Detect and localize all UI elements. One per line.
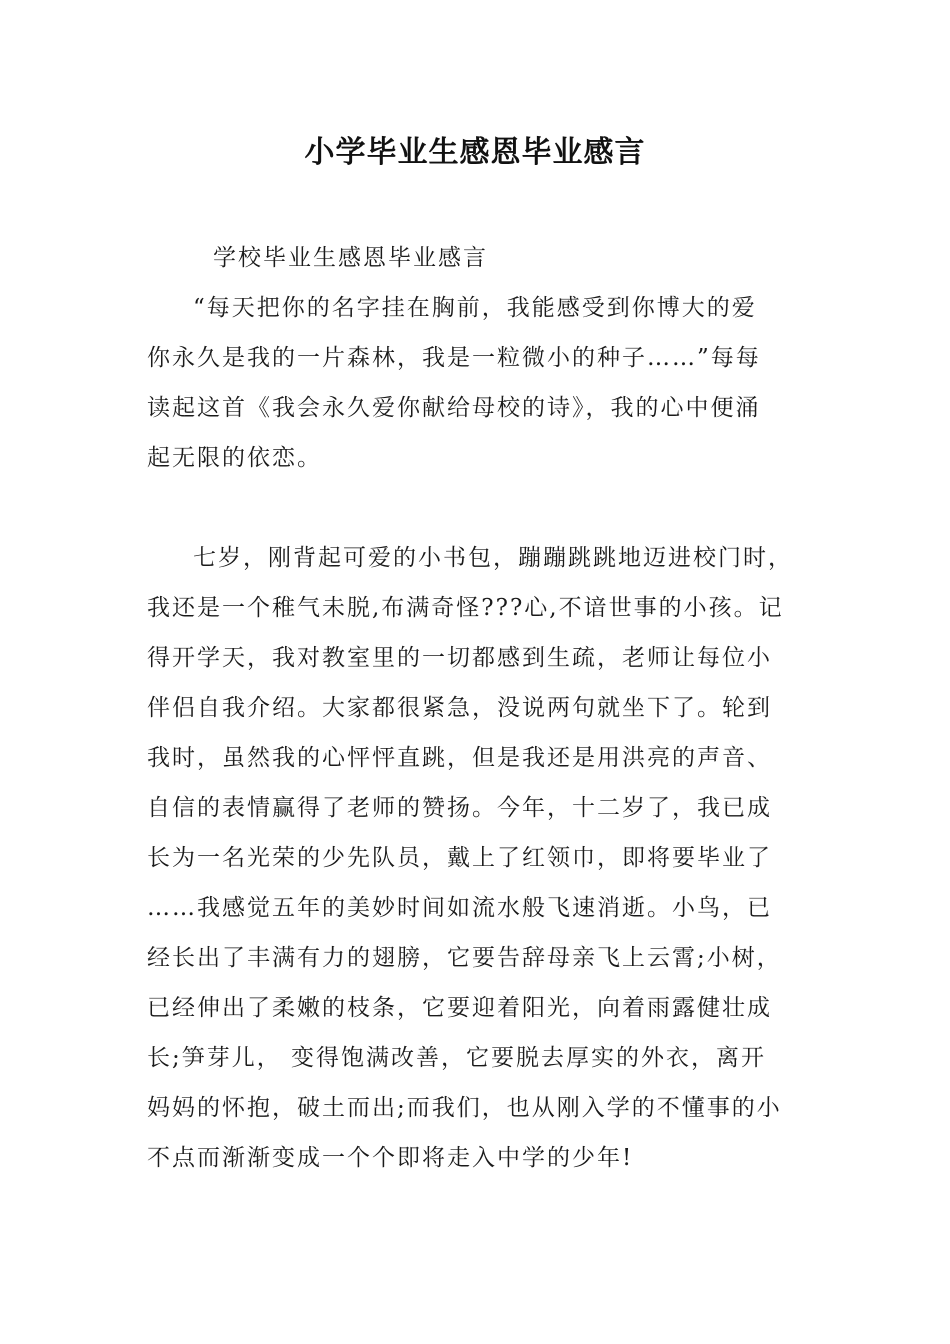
paragraph-line: 经长出了丰满有力的翅膀，它要告辞母亲飞上云霄;小树， bbox=[147, 945, 782, 971]
paragraph-line: 已经伸出了柔嫩的枝条，它要迎着阳光，向着雨露健壮成 bbox=[147, 995, 772, 1021]
paragraph-line: 不点而渐渐变成一个个即将走入中学的少年! bbox=[147, 1145, 634, 1171]
document-title: 小学毕业生感恩毕业感言 bbox=[304, 135, 646, 170]
paragraph-line: 学校毕业生感恩毕业感言 bbox=[213, 245, 488, 271]
paragraph-line: 妈妈的怀抱，破土而出;而我们，也从刚入学的不懂事的小 bbox=[147, 1095, 782, 1121]
paragraph-line: 长为一名光荣的少先队员，戴上了红领巾，即将要毕业了 bbox=[147, 845, 772, 871]
paragraph-line: 伴侣自我介绍。大家都很紧急，没说两句就坐下了。轮到 bbox=[147, 695, 772, 721]
paragraph-line: 读起这首《我会永久爱你献给母校的诗》，我的心中便涌 bbox=[147, 395, 761, 421]
paragraph-line: 得开学天，我对教室里的一切都感到生疏，老师让每位小 bbox=[147, 645, 772, 671]
paragraph-line: 起无限的依恋。 bbox=[147, 445, 322, 471]
paragraph-line: 我时，虽然我的心怦怦直跳，但是我还是用洪亮的声音、 bbox=[147, 745, 772, 771]
paragraph-line: 你永久是我的一片森林，我是一粒微小的种子……”每每 bbox=[147, 345, 761, 371]
paragraph-line: 我还是一个稚气未脱,布满奇怪???心,不谙世事的小孩。记 bbox=[147, 595, 784, 621]
paragraph-intro bbox=[147, 233, 805, 483]
paragraph-line: 长;笋芽儿， 变得饱满改善，它要脱去厚实的外衣，离开 bbox=[147, 1045, 767, 1071]
paragraph-memories bbox=[147, 533, 805, 1183]
paragraph-line: 七岁，刚背起可爱的小书包，蹦蹦跳跳地迈进校门时， bbox=[193, 545, 793, 571]
paragraph-line: 自信的表情赢得了老师的赞扬。今年，十二岁了，我已成 bbox=[147, 795, 772, 821]
paragraph-line: “每天把你的名字挂在胸前，我能感受到你博大的爱 bbox=[193, 295, 757, 321]
paragraph-line: ……我感觉五年的美妙时间如流水般飞速消逝。小鸟，已 bbox=[147, 895, 772, 921]
